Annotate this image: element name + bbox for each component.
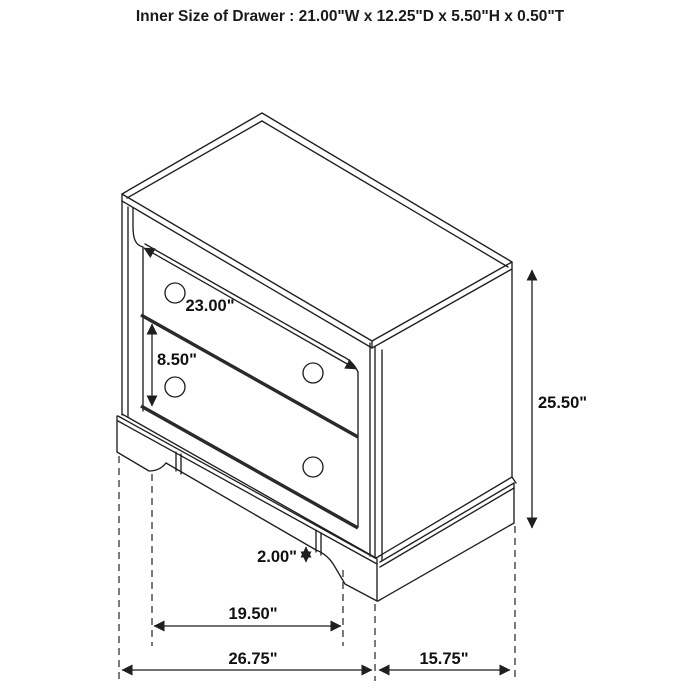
dimension-label-drawer-opening-height: 8.50" (157, 351, 197, 369)
dimension-label-drawer-width: 23.00" (185, 297, 235, 315)
dimension-base-cutout-height (257, 547, 306, 566)
dimension-drawer-opening-height (152, 324, 197, 406)
dimension-label-base-cutout-height: 2.00" (257, 548, 297, 566)
extension-lines (119, 456, 515, 681)
top-panel (122, 113, 512, 348)
diagram-title: Inner Size of Drawer : 21.00"W x 12.25"D x 5.50"H x 0.50"T (135, 8, 565, 25)
drawer1-right-knob (303, 363, 323, 383)
drawer-divider-line (141, 315, 358, 437)
drawer1-left-knob (165, 283, 185, 303)
dimension-overall-depth (379, 650, 510, 670)
dimension-base-inner-span (154, 605, 341, 626)
dimension-label-base-inner-span: 19.50" (228, 605, 278, 623)
dimension-overall-width (122, 650, 372, 670)
dimension-label-overall-width: 26.75" (228, 650, 278, 668)
drawer2-left-knob (165, 377, 185, 397)
dimension-label-overall-depth: 15.75" (419, 650, 469, 668)
base-plinth (117, 416, 514, 601)
dimension-label-overall-height: 25.50" (538, 394, 588, 412)
dimension-overall-height (532, 270, 587, 528)
drawer2-right-knob (303, 457, 323, 477)
